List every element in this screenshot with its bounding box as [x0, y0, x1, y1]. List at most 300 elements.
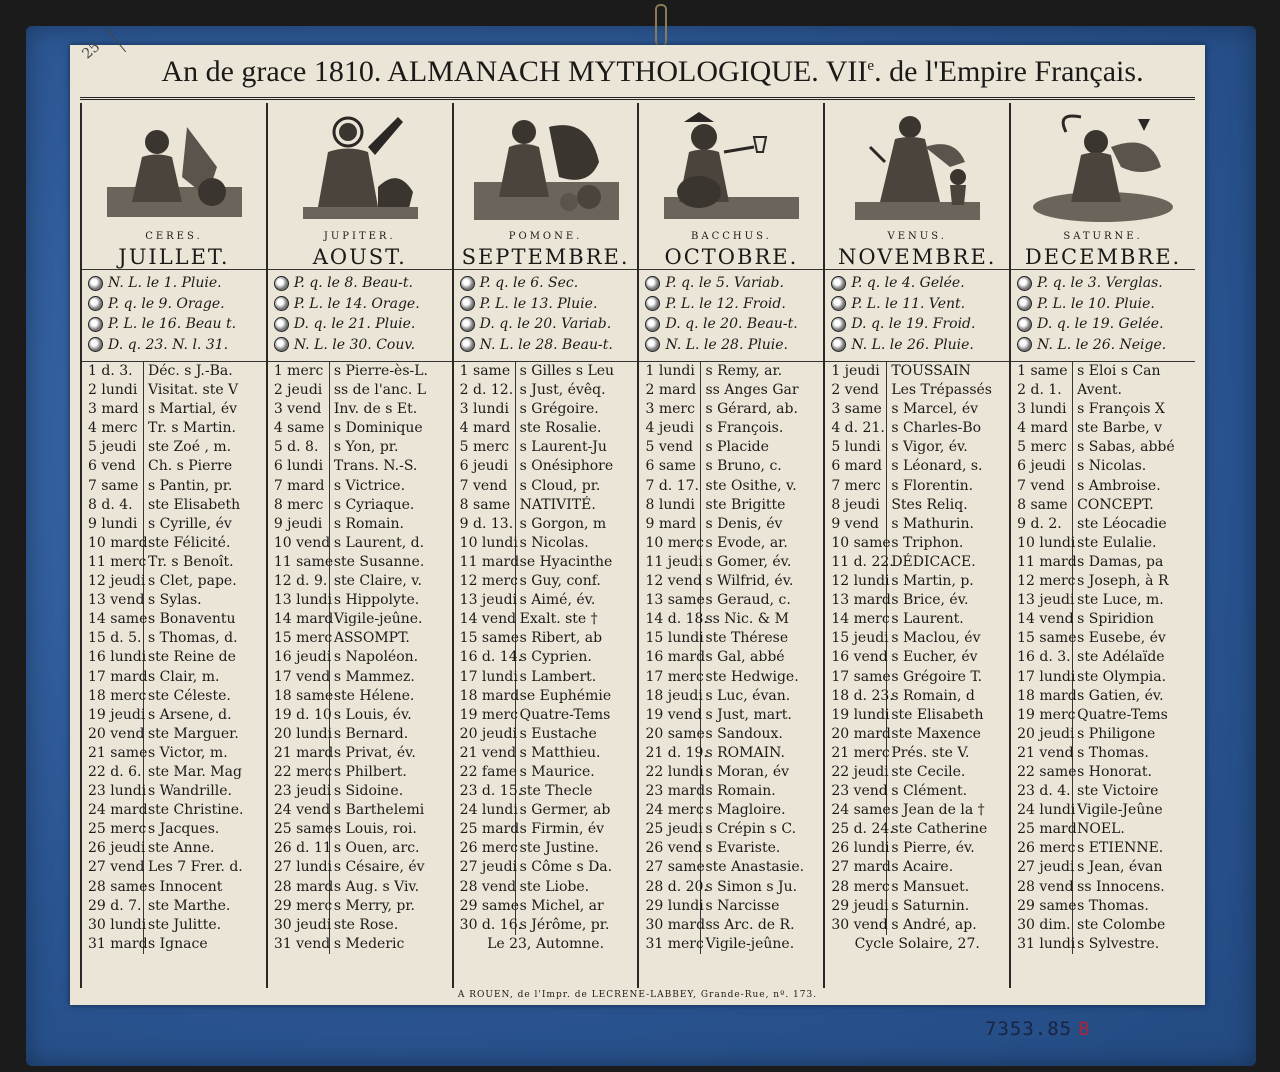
day-row — [639, 572, 823, 591]
day-row — [82, 457, 266, 476]
day-row — [82, 515, 266, 534]
day-row — [268, 706, 452, 725]
month-name: JUILLET. — [82, 245, 266, 270]
day-date: 26 merc — [1011, 839, 1073, 858]
day-row — [825, 610, 1009, 629]
day-saint: ste Mar. Mag — [148, 763, 242, 780]
day-saint: ste Luce, m. — [1077, 592, 1164, 609]
day-date: 14 same — [82, 610, 144, 629]
day-row — [825, 381, 1009, 400]
day-saint: s Just, évêq. — [519, 382, 606, 399]
moon-icon — [88, 276, 103, 291]
deity-engraving-image — [840, 107, 995, 227]
day-saint: ste Colombe — [1077, 916, 1166, 933]
day-row — [1011, 858, 1195, 877]
day-date: 13 jeudi — [454, 591, 516, 610]
moon-phase-text: P. q. le 6. Sec. — [479, 275, 579, 291]
day-date: 25 merc — [82, 820, 144, 839]
day-row — [825, 515, 1009, 534]
day-saint: ste Zoé , m. — [148, 439, 232, 456]
day-row — [82, 438, 266, 457]
day-saint: s Grégoire. — [519, 401, 599, 418]
day-saint: ste Maxence — [891, 725, 981, 742]
day-row — [1011, 496, 1195, 515]
day-date: 14 mard — [268, 610, 330, 629]
day-saint: s Bruno, c. — [705, 458, 782, 475]
moon-phase-text: N. L. le 1. Pluie. — [108, 275, 222, 291]
day-row — [1011, 801, 1195, 820]
day-date: 27 same — [639, 858, 701, 877]
library-shelfmark — [985, 1018, 1091, 1040]
day-date: 13 lundi — [268, 591, 330, 610]
moon-phase-row — [645, 273, 820, 294]
day-row — [825, 763, 1009, 782]
day-saint: ste Osithe, v. — [705, 477, 797, 494]
day-date: 10 same — [825, 534, 887, 553]
day-row — [639, 362, 823, 381]
day-row — [82, 381, 266, 400]
day-date: 1 lundi — [639, 362, 701, 381]
day-saint: TOUSSAIN — [891, 363, 971, 379]
day-saint: s Triphon. — [891, 534, 964, 551]
day-saint: s Wilfrid, év. — [705, 573, 794, 590]
day-row — [825, 496, 1009, 515]
day-row — [1011, 878, 1195, 897]
day-row — [1011, 610, 1195, 629]
day-date: 29 d. 7. — [82, 897, 144, 916]
day-saint: s Clet, pape. — [148, 573, 237, 590]
day-row — [82, 820, 266, 839]
month-note: Le 23, Automne. — [487, 935, 605, 952]
day-row — [639, 534, 823, 553]
day-saint: s Martin, p. — [891, 573, 974, 590]
day-date: 4 mard — [454, 419, 516, 438]
day-saint: s Onésiphore — [519, 458, 614, 475]
day-row — [82, 400, 266, 419]
day-row — [1011, 534, 1195, 553]
day-saint: s Evode, ar. — [705, 534, 788, 551]
day-saint: ste Rosalie. — [519, 420, 602, 437]
day-date: 14 vend — [1011, 610, 1073, 629]
day-date: 5 merc — [454, 438, 516, 457]
day-saint: s Spiridion — [1077, 611, 1154, 628]
day-row — [825, 591, 1009, 610]
day-row — [825, 706, 1009, 725]
day-row — [1011, 591, 1195, 610]
day-row — [639, 400, 823, 419]
day-date: 21 vend — [454, 744, 516, 763]
day-saint: Vigile-jeûne. — [705, 935, 795, 952]
day-date: 19 jeudi — [82, 706, 144, 725]
day-row — [454, 801, 638, 820]
day-row — [454, 687, 638, 706]
day-date: 12 merc — [1011, 572, 1073, 591]
day-saint: s Jérôme, pr. — [519, 916, 610, 933]
day-saint: Vigile-Jeûne — [1077, 802, 1163, 819]
day-saint: Tr. s Benoît. — [148, 553, 234, 570]
day-date: 9 d. 2. — [1011, 515, 1073, 534]
day-row — [82, 916, 266, 935]
day-row — [268, 687, 452, 706]
moon-icon — [1017, 317, 1032, 332]
day-row — [825, 648, 1009, 667]
day-date: 8 d. 4. — [82, 496, 144, 515]
day-row — [454, 362, 638, 381]
day-row — [825, 419, 1009, 438]
day-row — [1011, 706, 1195, 725]
day-date: 17 same — [825, 668, 887, 687]
day-row — [268, 820, 452, 839]
day-saint: ste Elisabeth — [891, 706, 984, 723]
day-row — [454, 897, 638, 916]
day-date: 27 lundi — [268, 858, 330, 877]
day-date: 4 d. 21. — [825, 419, 887, 438]
moon-icon — [645, 296, 660, 311]
day-saint: s ROMAIN. — [705, 744, 785, 761]
moon-icon — [831, 317, 846, 332]
day-row — [82, 897, 266, 916]
day-row — [825, 897, 1009, 916]
hanging-loop — [655, 4, 667, 46]
day-row — [825, 725, 1009, 744]
day-saint: ste Barbe, v — [1077, 420, 1163, 437]
day-row — [639, 381, 823, 400]
day-date: 13 jeudi — [1011, 591, 1073, 610]
day-date: 3 same — [825, 400, 887, 419]
day-date: 19 vend — [639, 706, 701, 725]
day-row — [1011, 839, 1195, 858]
day-saint: s Innocent — [148, 878, 223, 895]
day-date: 15 same — [454, 629, 516, 648]
day-saint: s Honorat. — [1077, 763, 1152, 780]
day-date: 29 lundi — [639, 897, 701, 916]
day-row — [82, 687, 266, 706]
day-row — [1011, 515, 1195, 534]
day-row — [1011, 687, 1195, 706]
day-date: 5 jeudi — [82, 438, 144, 457]
day-date: 20 vend — [82, 725, 144, 744]
moon-icon — [1017, 296, 1032, 311]
day-row — [268, 381, 452, 400]
day-row — [639, 763, 823, 782]
day-saint: NOEL. — [1077, 821, 1125, 838]
day-saint: s Jacques. — [148, 821, 220, 838]
day-row — [639, 801, 823, 820]
day-row — [82, 801, 266, 820]
day-saint: s Cyriaque. — [333, 496, 415, 513]
day-saint: ste Olympia. — [1077, 668, 1167, 685]
day-date: 23 mard — [639, 782, 701, 801]
day-row — [1011, 477, 1195, 496]
day-date: 31 vend — [268, 935, 330, 954]
moon-phase-row — [645, 335, 820, 356]
day-saint: Tr. s Martin. — [148, 420, 236, 437]
day-row — [268, 419, 452, 438]
day-row — [454, 515, 638, 534]
day-date: 9 vend — [825, 515, 887, 534]
day-date: 24 merc — [639, 801, 701, 820]
month-column — [639, 103, 825, 988]
day-row — [825, 839, 1009, 858]
day-saint: ste Susanne. — [333, 553, 425, 570]
day-row — [454, 610, 638, 629]
moon-phase-text: P. L. le 12. Froid. — [665, 295, 786, 312]
day-saint: s Evariste. — [705, 840, 781, 857]
day-row — [639, 553, 823, 572]
day-row — [1011, 763, 1195, 782]
day-row — [825, 668, 1009, 687]
day-row — [639, 820, 823, 839]
day-date: 10 mard — [82, 534, 144, 553]
day-row — [454, 763, 638, 782]
day-date: 9 d. 13. — [454, 515, 516, 534]
deity-name: JUPITER. — [323, 231, 396, 242]
day-saint: s Placide — [705, 439, 769, 456]
day-date: 1 same — [1011, 362, 1073, 381]
day-saint: ste Hedwige. — [705, 668, 799, 685]
day-row — [82, 572, 266, 591]
moon-phase-row — [274, 314, 449, 335]
day-saint: s Mammez. — [333, 668, 415, 685]
day-row — [454, 553, 638, 572]
day-row — [825, 553, 1009, 572]
day-saint: s Barthelemi — [333, 802, 425, 819]
day-saint: ste Marthe. — [148, 897, 231, 914]
day-date: 2 d. 12. — [454, 381, 516, 400]
day-row — [1011, 725, 1195, 744]
day-saint: s Nicolas. — [519, 534, 589, 551]
day-date: 26 jeudi — [82, 839, 144, 858]
month-name: AOUST. — [268, 245, 452, 270]
day-date: 22 fame — [454, 763, 516, 782]
day-row — [454, 744, 638, 763]
day-date: 25 jeudi — [639, 820, 701, 839]
day-saint: s Ignace — [148, 935, 208, 952]
month-name: NOVEMBRE. — [825, 245, 1009, 270]
day-row — [82, 706, 266, 725]
day-row — [1011, 572, 1195, 591]
day-saint: ste Cecile. — [891, 763, 966, 780]
day-list — [268, 361, 452, 954]
moon-icon — [1017, 276, 1032, 291]
day-row — [268, 858, 452, 877]
day-date: 2 lundi — [82, 381, 144, 400]
day-row — [454, 820, 638, 839]
day-date: 15 jeudi — [825, 629, 887, 648]
day-row — [1011, 400, 1195, 419]
day-saint: s Lambert. — [519, 668, 597, 685]
day-date: 28 mard — [268, 878, 330, 897]
day-list — [1011, 361, 1195, 954]
day-row — [825, 400, 1009, 419]
moon-icon — [831, 296, 846, 311]
day-saint: ste Céleste. — [148, 687, 231, 704]
day-date: 2 jeudi — [268, 381, 330, 400]
day-date: 23 d. 15. — [454, 782, 516, 801]
moon-phases — [1017, 273, 1192, 355]
day-date: 8 merc — [268, 496, 330, 515]
moon-icon — [88, 337, 103, 352]
moon-phase-row — [460, 273, 635, 294]
day-saint: s Victrice. — [333, 477, 406, 494]
day-date: 5 lundi — [825, 438, 887, 457]
day-saint: s Mansuet. — [891, 878, 970, 895]
day-saint: Inv. de s Et. — [333, 401, 418, 418]
day-row — [82, 725, 266, 744]
day-saint: ste Thérese — [705, 630, 789, 647]
day-row — [825, 438, 1009, 457]
day-row — [639, 457, 823, 476]
day-date: 29 merc — [268, 897, 330, 916]
day-row — [82, 668, 266, 687]
day-date: 23 d. 4. — [1011, 782, 1073, 801]
day-row — [825, 916, 1009, 935]
day-date: 12 jeudi — [82, 572, 144, 591]
day-saint: s Privat, év. — [333, 744, 416, 761]
printer-imprint: A ROUEN, de l'Impr. de LECRENE-LABBEY, Grande-Rue, nº. 173. — [457, 990, 818, 1000]
moon-phase-row — [88, 294, 263, 315]
day-date: 28 d. 20. — [639, 878, 701, 897]
day-date: 31 mard — [82, 935, 144, 954]
month-column — [825, 103, 1011, 988]
day-date: 17 lundi — [454, 668, 516, 687]
day-saint: s Damas, pa — [1077, 553, 1164, 570]
deity-engraving-image — [283, 107, 438, 227]
day-saint: s Pierre-ès-L. — [333, 363, 428, 379]
day-saint: s Eustache — [519, 725, 597, 742]
day-row — [268, 801, 452, 820]
day-saint: s Laurent-Ju — [519, 439, 607, 456]
day-row — [825, 572, 1009, 591]
day-date: 4 merc — [82, 419, 144, 438]
day-saint: se Euphémie — [519, 687, 612, 704]
day-saint: s Côme s Da. — [519, 859, 613, 876]
day-date: 25 mard — [1011, 820, 1073, 839]
moon-phases — [645, 273, 820, 355]
day-date: 9 mard — [639, 515, 701, 534]
day-date: 14 merc — [825, 610, 887, 629]
day-saint: ste Claire, v. — [333, 573, 422, 590]
day-row — [639, 668, 823, 687]
day-date: 12 lundi — [825, 572, 887, 591]
moon-phase-text: D. q. le 19. Froid. — [851, 316, 976, 332]
moon-icon — [645, 337, 660, 352]
moon-icon — [274, 337, 289, 352]
catalog-number: 25 — [80, 29, 126, 74]
day-date: 19 lundi — [825, 706, 887, 725]
day-date: 25 mard — [454, 820, 516, 839]
day-saint: s Clément. — [891, 783, 968, 800]
day-saint: s Gatien, év. — [1077, 687, 1164, 704]
day-saint: Prés. ste V. — [891, 744, 970, 761]
day-date: 23 lundi — [82, 782, 144, 801]
month-column — [1011, 103, 1195, 988]
day-saint: s Arsene, d. — [148, 706, 232, 723]
almanac-header — [79, 38, 1195, 100]
day-row — [1011, 438, 1195, 457]
day-date: 30 lundi — [82, 916, 144, 935]
day-saint: Quatre-Tems — [1077, 706, 1168, 723]
day-saint: ste Brigitte — [705, 496, 786, 513]
day-saint: s Aimé, év. — [519, 592, 596, 609]
day-saint: s Gal, abbé — [705, 649, 785, 666]
day-date: 25 d. 24. — [825, 820, 887, 839]
day-row — [268, 553, 452, 572]
day-row — [454, 839, 638, 858]
day-saint: s Sylas. — [148, 592, 202, 609]
moon-icon — [831, 337, 846, 352]
day-saint: s Césaire, év — [333, 859, 425, 876]
deity-engraving-image — [97, 107, 252, 227]
day-saint: s Matthieu. — [519, 744, 601, 761]
day-row — [268, 610, 452, 629]
day-saint: s Cyprien. — [519, 649, 592, 666]
day-row — [82, 591, 266, 610]
day-row — [639, 878, 823, 897]
day-date: 21 same — [82, 744, 144, 763]
day-saint: s Napoléon. — [333, 649, 419, 666]
moon-phase-text: D. q. 23. N. l. 31. — [108, 336, 229, 353]
day-saint: s Gorgon, m — [519, 515, 607, 532]
day-date: 24 lundi — [1011, 801, 1073, 820]
day-saint: s Léonard, s. — [891, 458, 983, 475]
day-date: 19 merc — [454, 706, 516, 725]
day-row — [454, 400, 638, 419]
day-saint: s Vigor, év. — [891, 439, 968, 456]
moon-phase-row — [831, 314, 1006, 335]
moon-icon — [460, 296, 475, 311]
day-row — [82, 858, 266, 877]
day-saint: s Wandrille. — [148, 783, 232, 800]
day-saint: s Pierre, év. — [891, 840, 975, 857]
day-date: 30 jeudi — [268, 916, 330, 935]
day-saint: s Sylvestre. — [1077, 935, 1160, 952]
day-row — [268, 572, 452, 591]
day-saint: s Eusebe, év — [1077, 630, 1166, 647]
moon-phase-row — [1017, 335, 1192, 356]
day-date: 7 mard — [268, 477, 330, 496]
day-date: 8 lundi — [639, 496, 701, 515]
month-name: OCTOBRE. — [639, 245, 823, 270]
day-date: 5 vend — [639, 438, 701, 457]
day-saint: ste Rose. — [333, 916, 399, 933]
day-row — [268, 438, 452, 457]
day-row — [82, 839, 266, 858]
day-row — [639, 419, 823, 438]
day-date: 1 same — [454, 362, 516, 381]
day-saint: s Sidoine. — [333, 783, 404, 800]
moon-phase-text: P. L. le 11. Vent. — [851, 295, 966, 312]
day-date: 24 same — [825, 801, 887, 820]
moon-icon — [645, 276, 660, 291]
day-saint: ste Anne. — [148, 840, 215, 857]
day-row — [268, 629, 452, 648]
day-date: 7 vend — [454, 477, 516, 496]
day-row — [639, 782, 823, 801]
day-saint: s Firmin, év — [519, 821, 605, 838]
day-saint: s Ouen, arc. — [333, 840, 420, 857]
day-row — [1011, 381, 1195, 400]
day-date: 11 mard — [454, 553, 516, 572]
day-date: 27 jeudi — [1011, 858, 1073, 877]
day-saint: s Mederic — [333, 935, 405, 952]
day-date: 15 same — [1011, 629, 1073, 648]
day-saint: s Joseph, à R — [1077, 573, 1169, 590]
day-date: 6 same — [639, 457, 701, 476]
day-date: 13 mard — [825, 591, 887, 610]
moon-phase-row — [645, 314, 820, 335]
day-saint: DÉDICACE. — [891, 553, 976, 570]
